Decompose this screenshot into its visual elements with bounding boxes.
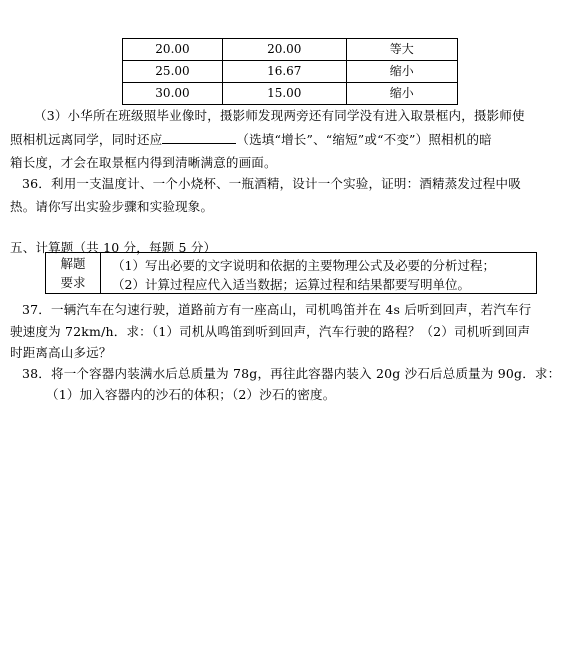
requirements-label-1: 解题 — [60, 256, 86, 271]
table-cell: 20.00 — [123, 39, 223, 61]
q37-line3: 时距离高山多远？ — [10, 345, 112, 360]
table-cell: 缩小 — [346, 83, 457, 105]
table-cell: 16.67 — [222, 61, 346, 83]
requirement-1: （1）写出必要的文字说明和依据的主要物理公式及必要的分析过程； — [112, 258, 495, 273]
q38-line2: （1）加入容器内的沙石的体积；（2）沙石的密度。 — [46, 387, 336, 402]
table-row — [123, 61, 458, 83]
q36-line1: 36．利用一支温度计、一个小烧杯、一瓶酒精，设计一个实验，证明：酒精蒸发过程中吸 — [22, 176, 521, 191]
q35-3-line2-after: （选填“增长”、“缩短”或“不变”）照相机的暗 — [236, 132, 492, 147]
q37-line2: 驶速度为 72km/h．求：（1）司机从鸣笛到听到回声，汽车行驶的路程？（2）司机听到回声 — [10, 324, 531, 339]
q37-line1: 37．一辆汽车在匀速行驶，道路前方有一座高山，司机鸣笛并在 4s 后听到回声，若汽车行 — [22, 302, 532, 317]
q35-3-line3: 箱长度，才会在取景框内得到清晰满意的画面。 — [10, 155, 277, 170]
q35-3-line1: （3）小华所在班级照毕业像时，摄影师发现两旁还有同学没有进入取景框内，摄影师使 — [34, 108, 525, 123]
answer-blank[interactable] — [162, 131, 236, 144]
table-cell: 20.00 — [222, 39, 346, 61]
requirements-label — [46, 253, 101, 293]
requirement-2: （2）计算过程应代入适当数据；运算过程和结果都要写明单位。 — [112, 277, 470, 292]
table-cell: 15.00 — [222, 83, 346, 105]
table-cell: 30.00 — [123, 83, 223, 105]
table-cell: 缩小 — [346, 61, 457, 83]
q35-3-line2-before: 照相机远离同学，同时还应 — [10, 132, 163, 147]
q35-3-line2 — [10, 130, 492, 148]
section-title: 五、计算题（共 10 分，每题 5 分） — [10, 240, 217, 255]
table-cell: 等大 — [346, 39, 457, 61]
data-table — [122, 38, 458, 105]
table-row — [123, 83, 458, 105]
table-row — [123, 39, 458, 61]
q36-line2: 热。请你写出实验步骤和实验现象。 — [10, 199, 214, 214]
q38-line1: 38．将一个容器内装满水后总质量为 78g，再往此容器内装入 20g 沙石后总质量为 90g．求： — [22, 366, 561, 381]
requirements-label-2: 要求 — [60, 275, 86, 290]
requirements-box — [45, 252, 537, 294]
table-cell: 25.00 — [123, 61, 223, 83]
